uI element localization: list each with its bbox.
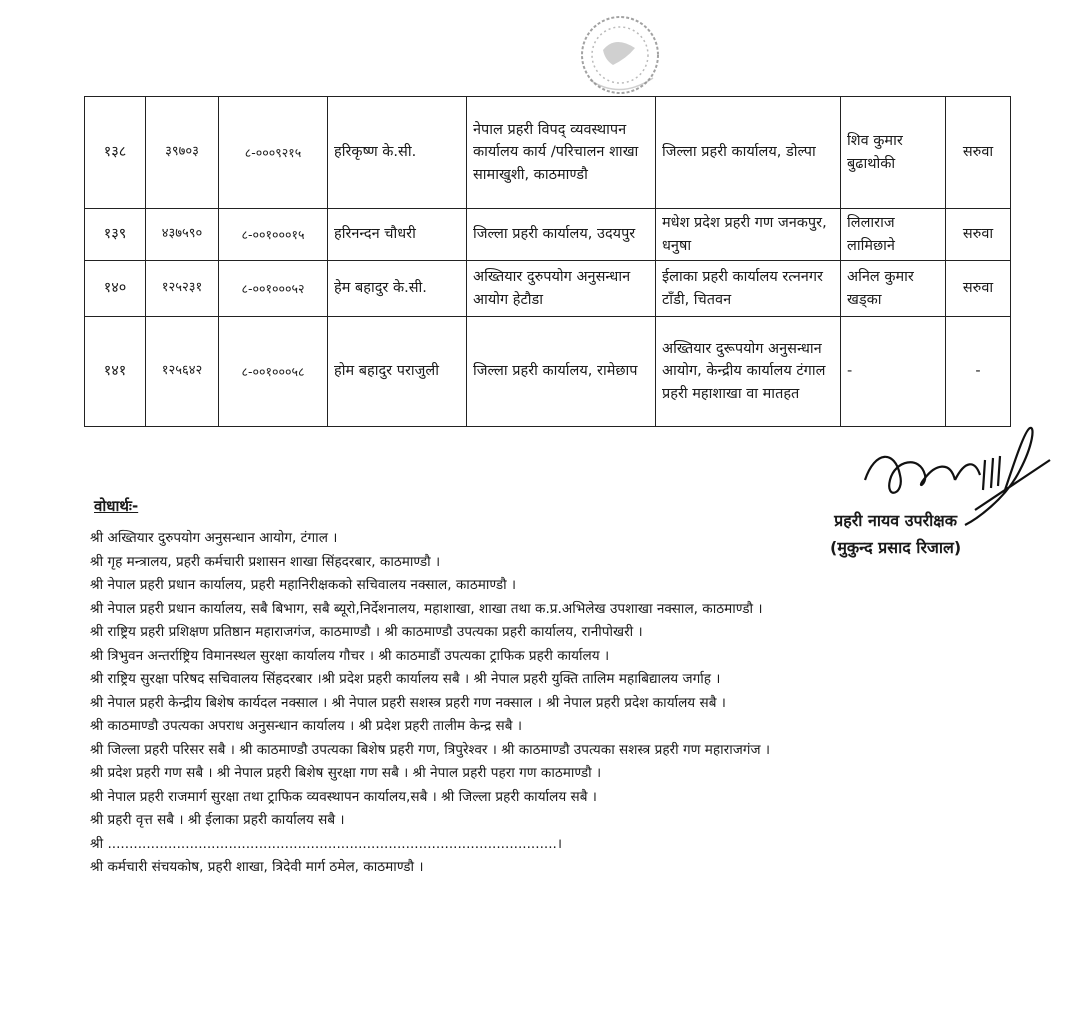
recipient-line: श्री राष्ट्रिय प्रहरी प्रशिक्षण प्रतिष्ठान महाराजगंज, काठमाण्डौ । श्री काठमाण्डौ उपत्यका प्रहरी कार्यालय, रानीपोखरी ।	[90, 624, 643, 640]
table-row	[85, 209, 1011, 261]
recipient-list	[90, 527, 990, 880]
cell-code: ८-००१०००१५	[219, 209, 328, 261]
cell-name: हरिनन्दन चौधरी	[328, 209, 467, 261]
recipient-line: श्री कर्मचारी संचयकोष, प्रहरी शाखा, त्रिदेवी मार्ग ठमेल, काठमाण्डौ ।	[90, 859, 424, 875]
recipient-line: श्री काठमाण्डौ उपत्यका अपराध अनुसन्धान कार्यालय । श्री प्रदेश प्रहरी तालीम केन्द्र सबै ।	[90, 718, 522, 734]
recipient-line: श्री ........................................................................................................।	[90, 835, 563, 852]
recipient-line: श्री अख्तियार दुरुपयोग अनुसन्धान आयोग, टंगाल ।	[90, 530, 338, 546]
cell-remark: सरुवा	[946, 261, 1011, 317]
cell-to: मधेश प्रदेश प्रहरी गण जनकपुर, धनुषा	[656, 209, 841, 261]
cell-officer: शिव कुमार बुढाथोकी	[841, 97, 946, 209]
cell-sn: १४१	[85, 317, 146, 427]
bodhartha-heading: वोधार्थः-	[94, 497, 139, 515]
cell-to: अख्तियार दुरूपयोग अनुसन्धान आयोग, केन्द्रीय कार्यालय टंगाल प्रहरी महाशाखा वा मातहत	[656, 317, 841, 427]
cell-code: ८-००१०००५८	[219, 317, 328, 427]
cell-id: १२५२३१	[146, 261, 219, 317]
transfer-table	[84, 96, 1011, 427]
cell-officer: -	[841, 317, 946, 427]
cell-name: हरिकृष्ण के.सी.	[328, 97, 467, 209]
signatory-block	[830, 507, 961, 561]
cell-sn: १३९	[85, 209, 146, 261]
cell-code: ८-००१०००५२	[219, 261, 328, 317]
cell-remark: सरुवा	[946, 209, 1011, 261]
recipient-line: श्री नेपाल प्रहरी प्रधान कार्यालय, सबै बिभाग, सबै ब्यूरो,निर्देशनालय, महाशाखा, शाखा तथा क.प्र.अभिलेख उपशाखा नक्साल, काठमाण्डौ ।	[90, 600, 763, 617]
recipient-line: श्री त्रिभुवन अन्तर्राष्ट्रिय विमानस्थल सुरक्षा कार्यालय गौचर । श्री काठमाडौं उपत्यका ट्राफिक प्रहरी कार्यालय ।	[90, 647, 610, 664]
recipient-line: श्री जिल्ला प्रहरी परिसर सबै । श्री काठमाण्डौ उपत्यका बिशेष प्रहरी गण, त्रिपुरेश्वर । श्री काठमाण्डौ उपत्यका सशस्त्र प्रहरी गण महाराजगंज ।	[90, 741, 771, 758]
cell-to: ईलाका प्रहरी कार्यालय रत्ननगर टाँडी, चितवन	[656, 261, 841, 317]
recipient-line: श्री प्रदेश प्रहरी गण सबै । श्री नेपाल प्रहरी बिशेष सुरक्षा गण सबै । श्री नेपाल प्रहरी पहरा गण काठमाण्डौ ।	[90, 765, 602, 781]
table-row	[85, 261, 1011, 317]
cell-officer: लिलाराज लामिछाने	[841, 209, 946, 261]
recipient-line: श्री राष्ट्रिय सुरक्षा परिषद सचिवालय सिंहदरबार ।श्री प्रदेश प्रहरी कार्यालय सबै । श्री नेपाल प्रहरी युक्ति तालिम महाबिद्यालय जर्गाह ।	[90, 671, 721, 687]
signatory-title: प्रहरी नायव उपरीक्षक	[834, 511, 958, 530]
cell-name: होम बहादुर पराजुली	[328, 317, 467, 427]
cell-code: ८-०००९२१५	[219, 97, 328, 209]
table-row	[85, 317, 1011, 427]
recipient-line: श्री प्रहरी वृत्त सबै । श्री ईलाका प्रहरी कार्यालय सबै ।	[90, 812, 345, 828]
signatory-name: (मुकुन्द प्रसाद रिजाल)	[830, 538, 962, 558]
cell-sn: १४०	[85, 261, 146, 317]
cell-from: जिल्ला प्रहरी कार्यालय, रामेछाप	[467, 317, 656, 427]
recipient-line: श्री नेपाल प्रहरी केन्द्रीय बिशेष कार्यदल नक्साल । श्री नेपाल प्रहरी सशस्त्र प्रहरी गण नक्साल । श्री नेपाल प्रहरी प्रदेश कार्यालय सबै ।	[90, 694, 726, 711]
cell-officer: अनिल कुमार खड्का	[841, 261, 946, 317]
table-row	[85, 97, 1011, 209]
cell-from: नेपाल प्रहरी विपद् व्यवस्थापन कार्यालय कार्य /परिचालन शाखा सामाखुशी, काठमाण्डौ	[467, 97, 656, 209]
recipient-line: श्री गृह मन्त्रालय, प्रहरी कर्मचारी प्रशासन शाखा सिंहदरबार, काठमाण्डौ ।	[90, 553, 441, 570]
cell-from: जिल्ला प्रहरी कार्यालय, उदयपुर	[467, 209, 656, 261]
cell-from: अख्तियार दुरुपयोग अनुसन्धान आयोग हेटौडा	[467, 261, 656, 317]
recipient-line: श्री नेपाल प्रहरी राजमार्ग सुरक्षा तथा ट्राफिक व्यवस्थापन कार्यालय,सबै । श्री जिल्ला प्रहरी कार्यालय सबै ।	[90, 788, 597, 805]
cell-name: हेम बहादुर के.सी.	[328, 261, 467, 317]
recipient-line: श्री नेपाल प्रहरी प्रधान कार्यालय, प्रहरी महानिरीक्षकको सचिवालय नक्साल, काठमाण्डौ ।	[90, 577, 517, 593]
cell-sn: १३८	[85, 97, 146, 209]
office-stamp-icon	[565, 10, 675, 105]
cell-id: ४३७५९०	[146, 209, 219, 261]
cell-remark: सरुवा	[946, 97, 1011, 209]
cell-to: जिल्ला प्रहरी कार्यालय, डोल्पा	[656, 97, 841, 209]
cell-id: ३९७०३	[146, 97, 219, 209]
cell-remark: -	[946, 317, 1011, 427]
cell-id: १२५६४२	[146, 317, 219, 427]
